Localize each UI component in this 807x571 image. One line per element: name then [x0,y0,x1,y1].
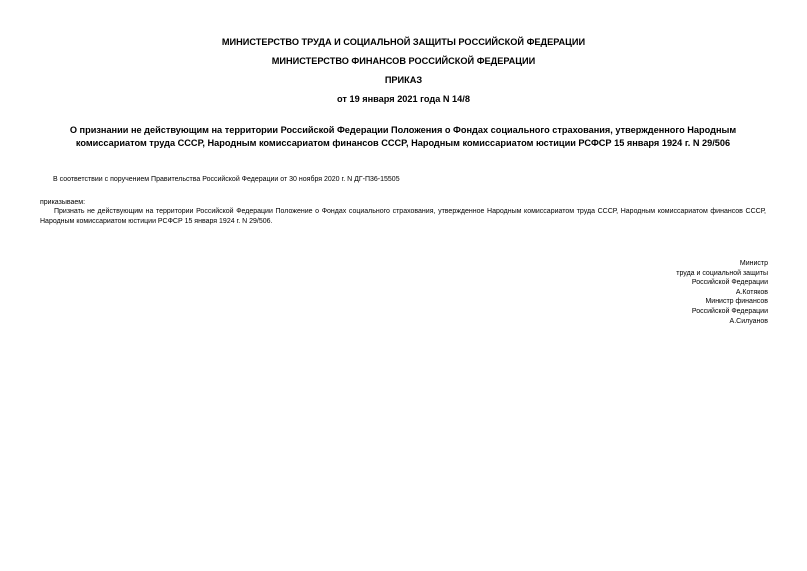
signature-line: Российской Федерации [691,279,768,287]
ministry-finance-heading: МИНИСТЕРСТВО ФИНАНСОВ РОССИЙСКОЙ ФЕДЕРАЦИИ [271,56,536,66]
signature-name: А.Котяков [735,288,768,296]
order-type-heading: ПРИКАЗ [384,75,423,85]
order-item-paragraph: Признать не действующим на территории Российской Федерации Положение о Фондах социального страхования, утвержденное Народным комиссариатом труда СССР, Народным комиссариатом финансов СССР, Народным комиссариатом юстиции РСФСР 15 января 1924 г. N 29/506. [40,208,766,225]
signature-line: труда и социальной защиты [676,269,768,277]
order-word: приказываем: [40,199,86,206]
signature-line: Российской Федерации [691,307,768,315]
document-title: О признании не действующим на территории Российской Федерации Положения о Фондах социального страхования, утвержденного Народным комиссариатом труда СССР, Народным комиссариатом финансов СССР, Народным комиссариатом юстиции РСФСР 15 января 1924 г. N 29/506 [69,125,737,148]
signature-line: Министр финансов [705,298,768,306]
order-date-heading: от 19 января 2021 года N 14/8 [337,94,470,104]
preamble-paragraph: В соответствии с поручением Правительства Российской Федерации от 30 ноября 2020 г. N ДГ-П36-15505 [53,176,400,183]
signature-block [676,259,768,326]
signature-line: Министр [739,260,768,267]
ministry-labor-heading: МИНИСТЕРСТВО ТРУДА И СОЦИАЛЬНОЙ ЗАЩИТЫ РОССИЙСКОЙ ФЕДЕРАЦИИ [221,37,586,47]
signature-name: А.Силуанов [729,317,768,325]
